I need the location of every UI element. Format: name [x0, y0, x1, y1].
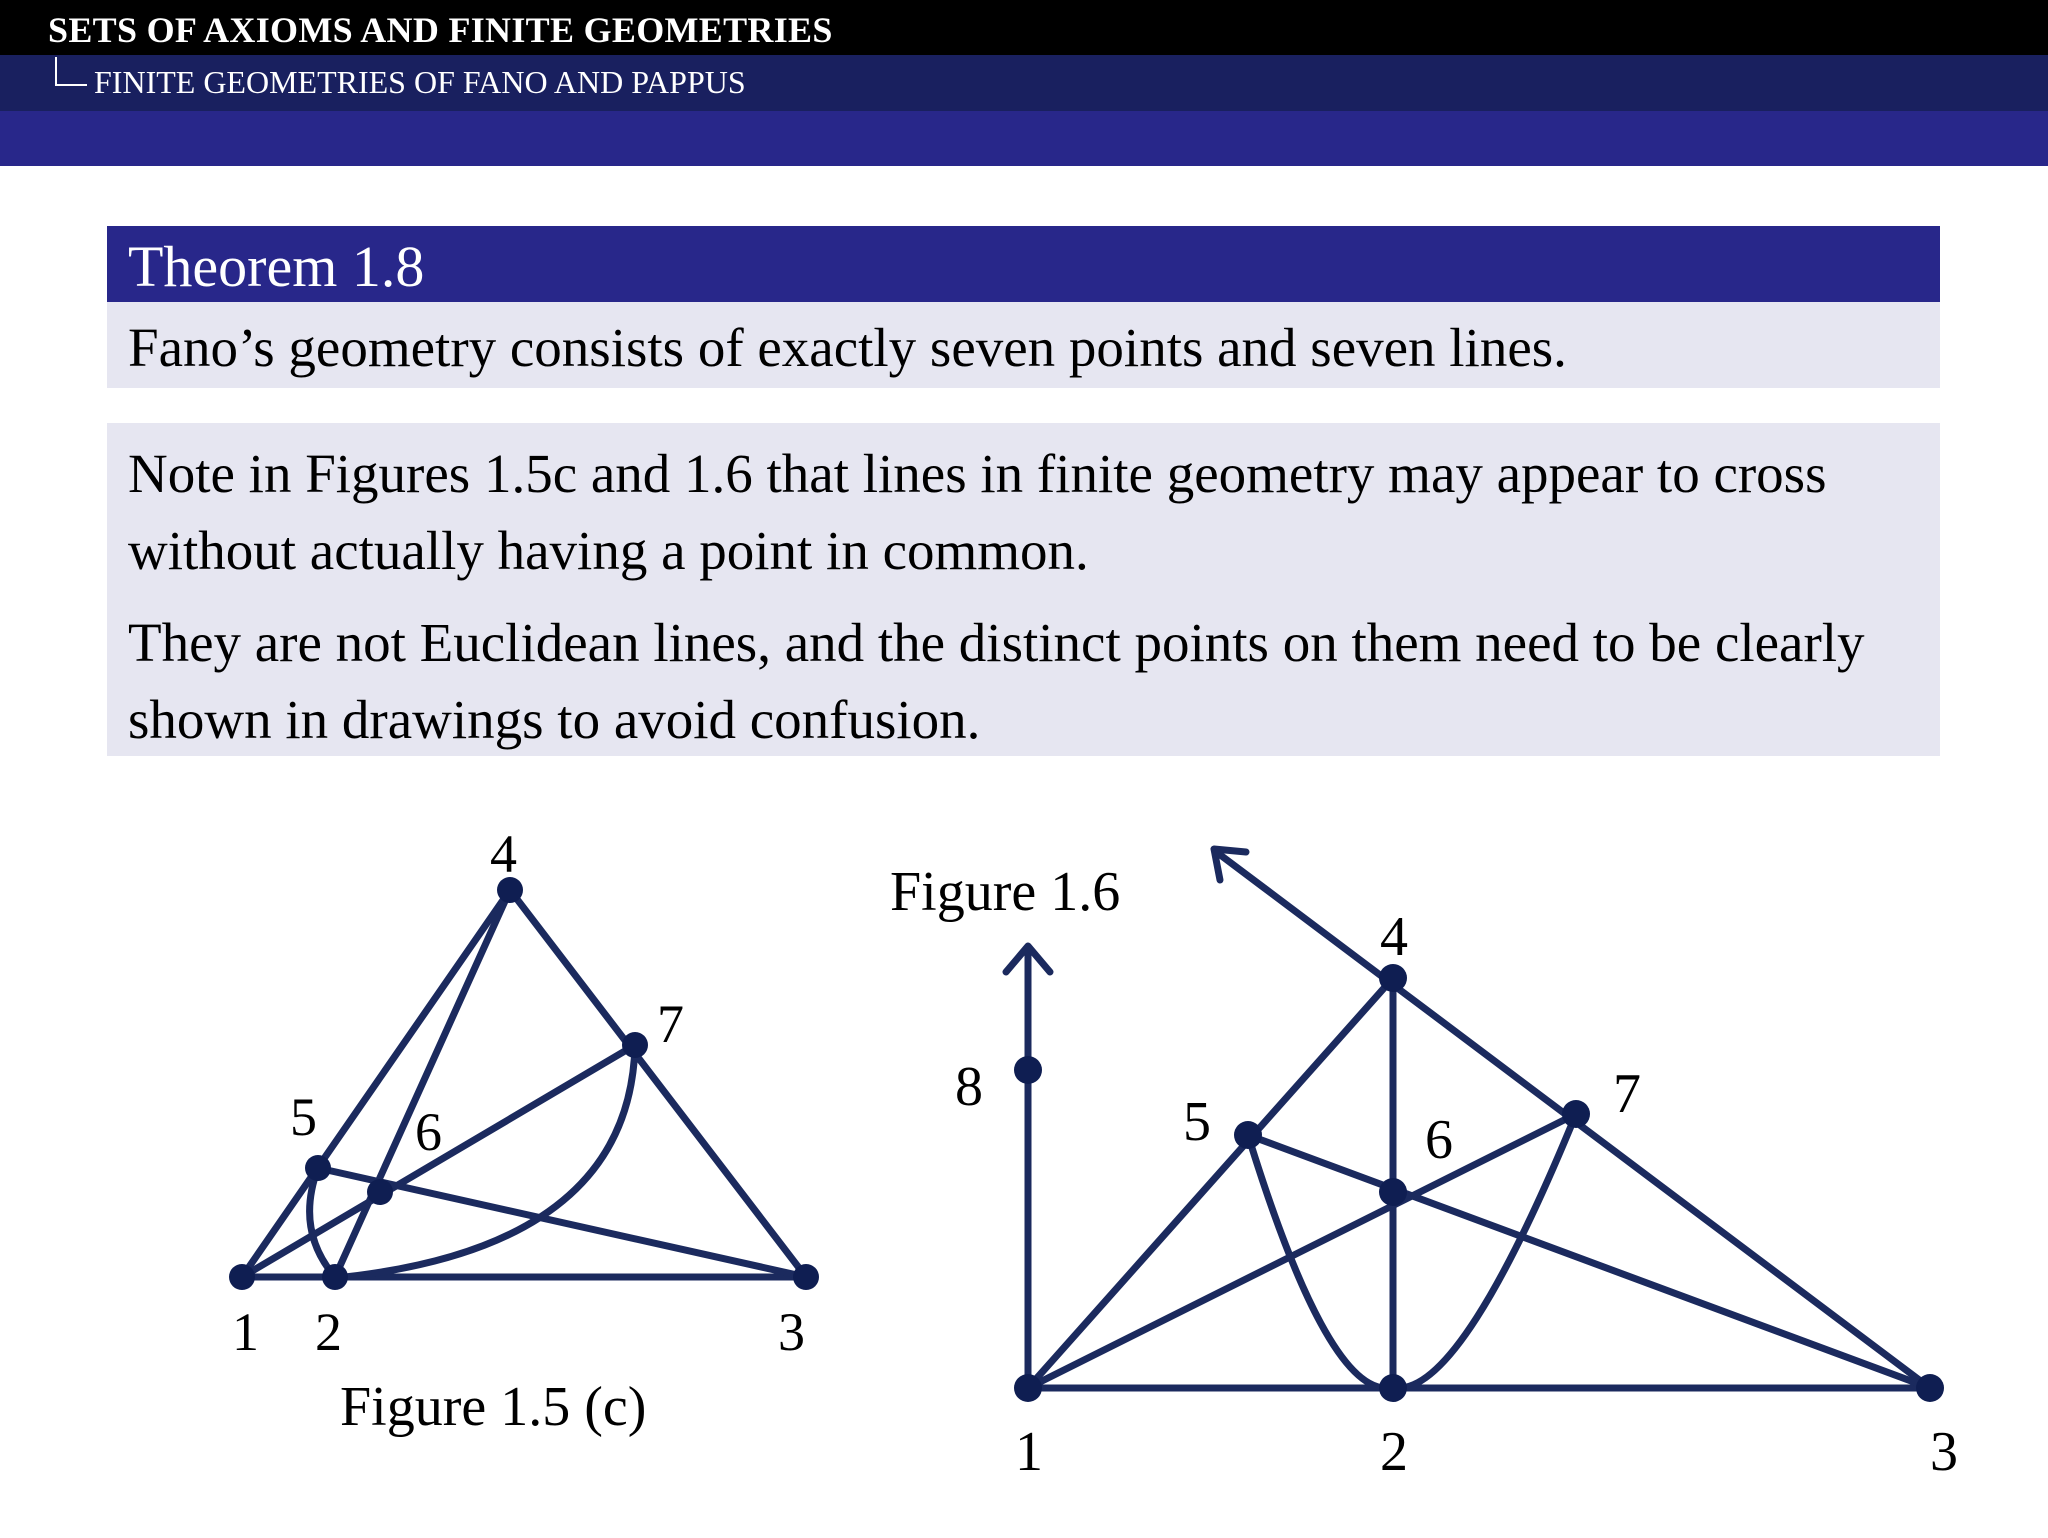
fig2-label-1: 1	[1015, 1421, 1043, 1483]
fig1-label-2: 2	[315, 1302, 342, 1362]
fig2-line-5-3	[1248, 1135, 1930, 1388]
fig2-label-2: 2	[1380, 1421, 1408, 1483]
fig1-label-1: 1	[232, 1302, 259, 1362]
fig1-caption: Figure 1.5 (c)	[340, 1376, 647, 1438]
fig2-label-8: 8	[955, 1056, 983, 1118]
theorem-title: Theorem 1.8	[128, 234, 425, 299]
fig1-line-1-4	[242, 890, 510, 1277]
fig1-point-5	[305, 1155, 331, 1181]
fig1-label-7: 7	[657, 994, 684, 1054]
theorem-text: Fano’s geometry consists of exactly seven points and seven lines.	[128, 317, 1567, 378]
fig2-point-6	[1379, 1178, 1407, 1206]
fig1-label-4: 4	[490, 824, 517, 884]
fig2-label-6: 6	[1425, 1109, 1453, 1171]
fig1-point-6	[367, 1179, 393, 1205]
fig2-point-4	[1379, 964, 1407, 992]
fig1-point-1	[229, 1264, 255, 1290]
fig2-curve-5-2	[1248, 1135, 1385, 1388]
fig1-point-3	[793, 1264, 819, 1290]
fig2-point-8	[1014, 1056, 1042, 1084]
fig1-point-7	[622, 1032, 648, 1058]
fig2-point-2	[1379, 1374, 1407, 1402]
fig2-label-5: 5	[1183, 1091, 1211, 1153]
fig2-label-3: 3	[1930, 1421, 1958, 1483]
fig2-caption: Figure 1.6	[890, 861, 1121, 923]
fig2-point-5	[1234, 1121, 1262, 1149]
fig1-label-6: 6	[415, 1102, 442, 1162]
fig2-label-7: 7	[1613, 1063, 1641, 1125]
note-paragraph-2: They are not Euclidean lines, and the distinct points on them need to be clearly shown in drawings to avoid confusion.	[128, 612, 1865, 750]
figure-1-5c	[229, 824, 819, 1438]
fig1-line-4-2	[335, 890, 510, 1277]
fig2-point-3	[1916, 1374, 1944, 1402]
section-title: SETS OF AXIOMS AND FINITE GEOMETRIES	[48, 10, 833, 50]
fig2-point-1	[1014, 1374, 1042, 1402]
fig2-label-4: 4	[1380, 906, 1408, 968]
fig2-line-1-4	[1028, 978, 1393, 1388]
fig1-label-3: 3	[778, 1302, 805, 1362]
figure-1-6	[890, 849, 1958, 1483]
fig1-point-2	[322, 1264, 348, 1290]
fig2-point-7	[1562, 1100, 1590, 1128]
subsection-title: FINITE GEOMETRIES OF FANO AND PAPPUS	[94, 64, 746, 100]
fig1-label-5: 5	[290, 1087, 317, 1147]
note-paragraph-1: Note in Figures 1.5c and 1.6 that lines in finite geometry may appear to cross without actually having a point in common.	[128, 443, 1827, 581]
